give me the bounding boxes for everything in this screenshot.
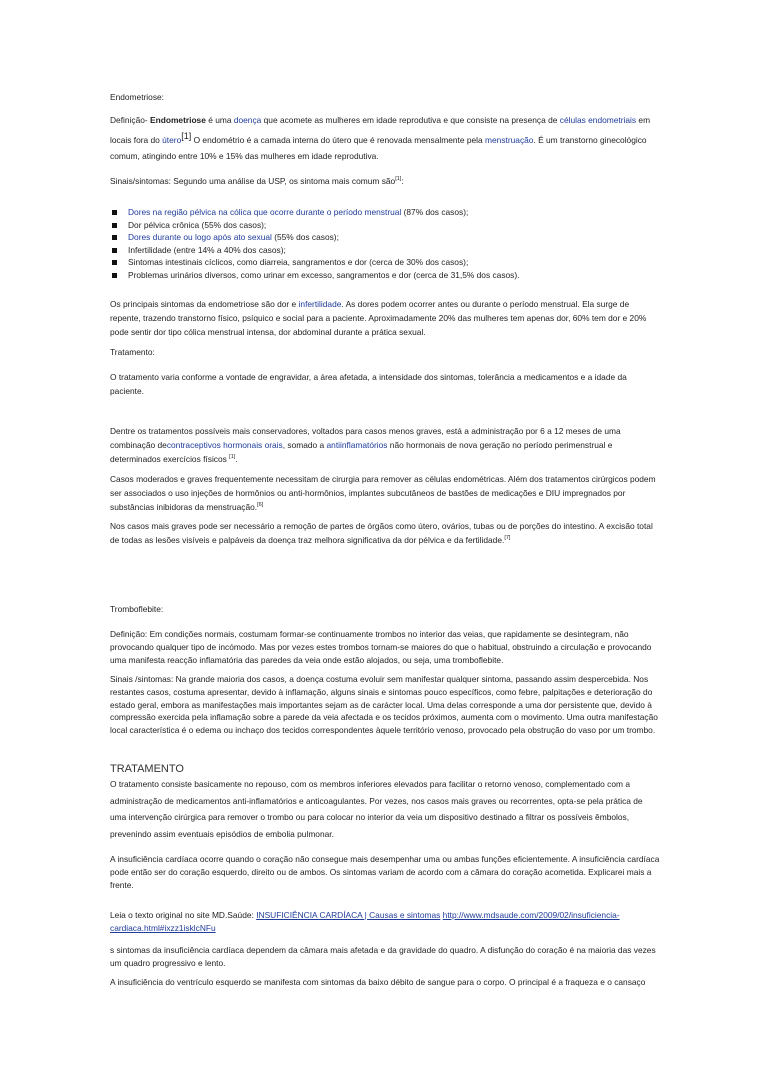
def-text: . É um transtorno ginecológico comum, atingindo entre 10% e 15% das mulheres em idade reprodutiva.: [110, 135, 647, 161]
bullet-icon: [112, 235, 117, 240]
tratamento-heading: [110, 762, 660, 776]
def-text: O endométrio é a camada interna do útero que é renovada mensalmente pela: [191, 135, 486, 145]
paragraph-text: .: [235, 454, 238, 464]
treatment-title: Tratamento:: [110, 347, 155, 357]
bullet-icon: [112, 260, 117, 265]
link-infertilidade[interactable]: infertilidade: [298, 299, 342, 309]
signs-intro-text: Sinais/sintomas: Segundo uma análise da USP, os sintoma mais comum são: [110, 176, 396, 186]
paragraph-text: O tratamento consiste basicamente no repouso, com os membros inferiores elevados para facilitar o retorno venoso, complementado com a administração de medicamentos anti-inflamatórios e anticoagulantes. Por vezes, nos casos mais graves ou recorrentes, opta-se pela prática de uma intervenção cirúrgica para remover o trombo ou para colocar no interior da veia um dispositivo destinado a filtrar os possíveis êmbolos, prevenindo assim eventuais episódios de embolia pulmonar.: [110, 779, 643, 839]
treatment-title: TRATAMENTO: [110, 763, 184, 775]
treatment-paragraph-1: [110, 370, 660, 398]
symptom-text: Dor pélvica crônica (55% dos casos);: [128, 219, 267, 230]
link-menstruacao[interactable]: menstruação: [485, 135, 534, 145]
link-contraceptivos[interactable]: contraceptivos hormonais orais: [166, 440, 283, 450]
insuficiencia-paragraph-3: [110, 976, 660, 989]
symptom-text: Sintomas intestinais cíclicos, como diarreia, sangramentos e dor (cerca de 30% dos casos);: [128, 257, 469, 268]
link-antiinflamatorios[interactable]: antiinflamatórios: [326, 440, 388, 450]
paragraph-text: A insuficiência cardíaca ocorre quando o coração não consegue mais desempenhar uma ou ambas funções eficientemente. A insuficiência cardíaca pode então ser do coração esquerdo, direito ou de ambos. Os sintomas variam de acordo com a câmara do coração acometida. Explicarei mais a frente.: [110, 854, 660, 890]
paragraph-text: Os principais sintomas da endometriose são dor e: [110, 299, 299, 309]
bullet-icon: [112, 273, 117, 278]
def-text: que acomete as mulheres em idade reprodutiva e que consiste na presença de: [261, 115, 560, 125]
list-item: [110, 269, 660, 282]
paragraph-text: Definição: Em condições normais, costumam formar-se continuamente trombos no interior das veias, que rapidamente se desintegram, não provocando qualquer tipo de incómodo. Mas por vezes estes trombos tornam-se maiores do que o habitual, obstruindo a circulação e provocando uma manifesta reacção inflamatória das paredes da veia onde estão alojados, ou seja, uma tromboflebite.: [110, 629, 652, 665]
section-title: Endometriose:: [110, 92, 164, 102]
treatment-paragraph-2: [110, 424, 660, 466]
symptom-link[interactable]: Dores na região pélvica na cólica que ocorre durante o período menstrual: [128, 207, 402, 217]
source-title-link[interactable]: INSUFICIÊNCIA CARDÍACA | Causas e sintomas: [256, 910, 441, 920]
link-celulas-endometriais[interactable]: células endometriais: [559, 115, 637, 125]
symptom-link[interactable]: Dores durante ou logo após ato sexual: [128, 232, 272, 243]
list-item: [110, 219, 660, 232]
source-prefix: Leia o texto original no site MD.Saúde:: [110, 910, 257, 920]
symptom-text: Problemas urinários diversos, como urinar em excesso, sangramentos e dor (cerca de 31,5% dos casos).: [128, 269, 520, 280]
paragraph-text: Sinais /sintomas: Na grande maioria dos casos, a doença costuma evoluir sem manifestar qualquer sintoma, passando assim despercebida. Nos restantes casos, costuma apresentar, devido à inflamação, alguns sinais e sintomas pouco específicos, como febre, palpitações e deterioração do estado geral, embora as manifestações mais importantes sejam as de carácter local. Uma delas corresponde a uma dor persistente que, devido à compressão exercida pela inflamação sobre a parede da veia afectada e os tecidos próximos, aumenta com o movimento. Uma outra manifestação local característica é o edema ou inchaço dos tecidos correspondentes àquele território venoso, provocado pela obstrução do vaso por um trombo.: [110, 674, 658, 736]
symptom-text: (55% dos casos);: [271, 232, 339, 243]
endometriose-title: [110, 90, 660, 104]
treatment-heading: [110, 345, 660, 359]
list-item: [110, 244, 660, 257]
paragraph-text: A insuficiência do ventrículo esquerdo se manifesta com sintomas da baixo débito de sangue para o corpo. O principal é a fraqueza e o cansaço: [110, 977, 646, 987]
symptoms-list: [110, 206, 660, 282]
def-prefix: Definição-: [110, 115, 151, 125]
main-symptoms-paragraph: [110, 297, 660, 339]
tromboflebite-treatment: [110, 776, 660, 842]
colon: :: [401, 176, 404, 186]
link-utero[interactable]: útero: [162, 135, 182, 145]
symptom-text: Infertilidade (entre 14% a 40% dos casos);: [128, 244, 286, 255]
reference-mark[interactable]: [6]: [257, 502, 264, 509]
tromboflebite-definition: [110, 628, 660, 666]
treatment-paragraph-3: [110, 472, 660, 514]
bullet-icon: [112, 248, 117, 253]
insuficiencia-paragraph-2: [110, 944, 660, 970]
paragraph-text: Casos moderados e graves frequentemente necessitam de cirurgia para remover as células endométricas. Além dos tratamentos cirúrgicos podem ser associados o uso injeções de hormônios ou anti-hormônios, implantes subcutâneos de bastões de medicações e DIU impregnados por substâncias inibidoras da menstruação.: [110, 474, 656, 512]
paragraph-text: não hormonais de nova geração no período perimenstrual e determinados exercícios físicos: [110, 440, 613, 464]
tromboflebite-signs: [110, 673, 660, 737]
list-item: [110, 231, 660, 244]
endometriose-definition: [110, 112, 660, 164]
list-item: [110, 206, 660, 219]
bullet-icon: [112, 210, 117, 215]
def-text: é uma: [205, 115, 234, 125]
paragraph-text: . As dores podem ocorrer antes ou durante o período menstrual. Ela surge de repente, trazendo transtorno físico, psíquico e social para a paciente. Aproximadamente 20% das mulheres tem apenas dor, 60% tem dor e 20% pode sentir dor tipo cólica menstrual intensa, dor abdominal durante a prática sexual.: [110, 299, 647, 337]
reference-mark[interactable]: [1]: [395, 176, 402, 183]
def-text: em locais fora do: [110, 115, 651, 145]
bullet-icon: [112, 223, 117, 228]
source-reference: [110, 909, 660, 935]
paragraph-text: Dentre os tratamentos possíveis mais conservadores, voltados para casos menos graves, está a administração por 6 a 12 meses de uma combinação de: [110, 426, 621, 450]
signs-intro: [110, 174, 660, 188]
treatment-paragraph-4: [110, 519, 660, 547]
link-doenca[interactable]: doença: [233, 115, 262, 125]
reference-mark[interactable]: [1]: [229, 454, 236, 461]
paragraph-text: O tratamento varia conforme a vontade de engravidar, a área afetada, a intensidade dos sintomas, tolerância a medicamentos e a idade da paciente.: [110, 372, 627, 396]
tromboflebite-title: [110, 602, 660, 616]
paragraph-text: Nos casos mais graves pode ser necessário a remoção de partes de órgãos como útero, ovários, tubas ou de porções do intestino. A excisão total de todas as lesões visíveis e palpáveis da doença traz melhora significativa da dor pélvica e da fertilidade.: [110, 521, 653, 545]
section-title: Tromboflebite:: [110, 604, 164, 614]
paragraph-text: s sintomas da insuficiência cardíaca dependem da câmara mais afetada e da gravidade do quadro. A disfunção do coração é na maioria das vezes um quadro progressivo e lento.: [110, 945, 656, 968]
reference-mark[interactable]: [7]: [504, 535, 511, 542]
insuficiencia-paragraph-1: [110, 853, 660, 891]
paragraph-text: , somado a: [282, 440, 327, 450]
def-term: Endometriose: [150, 115, 206, 125]
reference-mark[interactable]: [1]: [181, 131, 192, 141]
list-item: [110, 256, 660, 269]
source-url-link[interactable]: http://www.mdsaude.com/2009/02/insuficiencia-cardiaca.html#ixzz1isklcNFu: [110, 910, 620, 933]
symptom-text: (87% dos casos);: [401, 207, 469, 217]
